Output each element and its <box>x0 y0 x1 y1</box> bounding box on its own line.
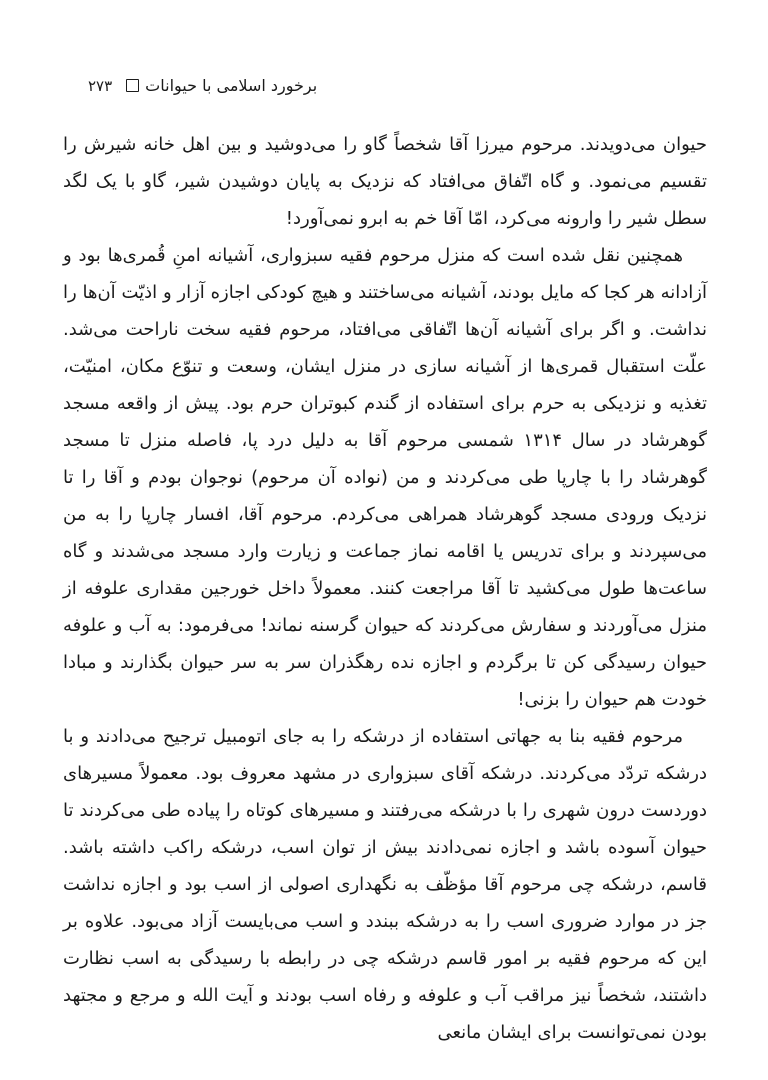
square-marker-icon <box>126 79 139 92</box>
paragraph-3: مرحوم فقیه بنا به جهاتی استفاده از درشکه را به جای اتومبیل ترجیح می‌دادند و با درشکه تردّد می‌کردند. درشکه آقای سبزواری در مشهد معروف بود. معمولاً مسیرهای دوردست درون شهری را با درشکه می‌رفتند و مسیرهای کوتاه را پیاده طی می‌کردند تا حیوان آسوده باشد و اجازه نمی‌دادند بیش از توان اسب، درشکه راکب داشته باشد. قاسم، درشکه چی مرحوم آقا مؤظّف به نگهداری اصولی از اسب بود و اجازه نداشت جز در موارد ضروری اسب را به درشکه ببندد و اسب می‌بایست آزاد می‌بود. علاوه بر این که مرحوم فقیه بر امور قاسم درشکه چی در رابطه با رسیدگی به اسب نظارت داشتند، شخصاً نیز مراقب آب و علوفه و رفاه اسب بودند و آیت الله و مرجع و مجتهد بودن نمی‌توانست برای ایشان مانعی <box>63 726 707 1043</box>
paragraph-1: حیوان می‌دویدند. مرحوم میرزا آقا شخصاً گاو را می‌دوشید و بین اهل خانه شیرش را تقسیم می‌نمود. و گاه اتّفاق می‌افتاد که نزدیک به پایان دوشیدن شیر، گاو با یک لگد سطل شیر را وارونه می‌کرد، امّا آقا خم به ابرو نمی‌آورد! <box>63 134 707 229</box>
page-body-text <box>63 126 707 1051</box>
running-head-title: برخورد اسلامی با حیوانات <box>145 76 318 95</box>
page-number: ۲۷۳ <box>88 77 113 95</box>
running-head <box>88 74 317 98</box>
paragraph-2: همچنین نقل شده است که منزل مرحوم فقیه سبزواری، آشیانه امنِ قُمری‌ها بود و آزادانه هر کجا که مایل بودند، آشیانه می‌ساختند و هیچ کودکی اجازه آزار و اذیّت آن‌ها را نداشت. و اگر برای آشیانه آن‌ها اتّفاقی می‌افتاد، مرحوم فقیه سخت ناراحت می‌شد. علّت استقبال قمری‌ها از آشیانه سازی در منزل ایشان، وسعت و تنوّع مکان، امنیّت، تغذیه و نزدیکی به حرم برای استفاده از گندم کبوتران حرم بود. پیش از واقعه مسجد گوهرشاد در سال ۱۳۱۴ شمسی مرحوم آقا به دلیل درد پا، فاصله منزل تا مسجد گوهرشاد را با چارپا طی می‌کردند و من (نواده آن مرحوم) نوجوان بودم و آقا را تا نزدیک ورودی مسجد گوهرشاد همراهی می‌کردم. مرحوم آقا، افسار چارپا را به من می‌سپردند و برای تدریس یا اقامه نماز جماعت و زیارت وارد مسجد می‌شدند و گاه ساعت‌ها طول می‌کشید تا آقا مراجعت کنند. معمولاً داخل خورجین مقداری علوفه از منزل می‌آوردند و سفارش می‌کردند که حیوان گرسنه نماند! می‌فرمود: به آب و علوفه حیوان رسیدگی کن تا برگردم و اجازه نده رهگذران سر به سر حیوان بگذارند و مبادا خودت هم حیوان را بزنی! <box>63 245 707 710</box>
